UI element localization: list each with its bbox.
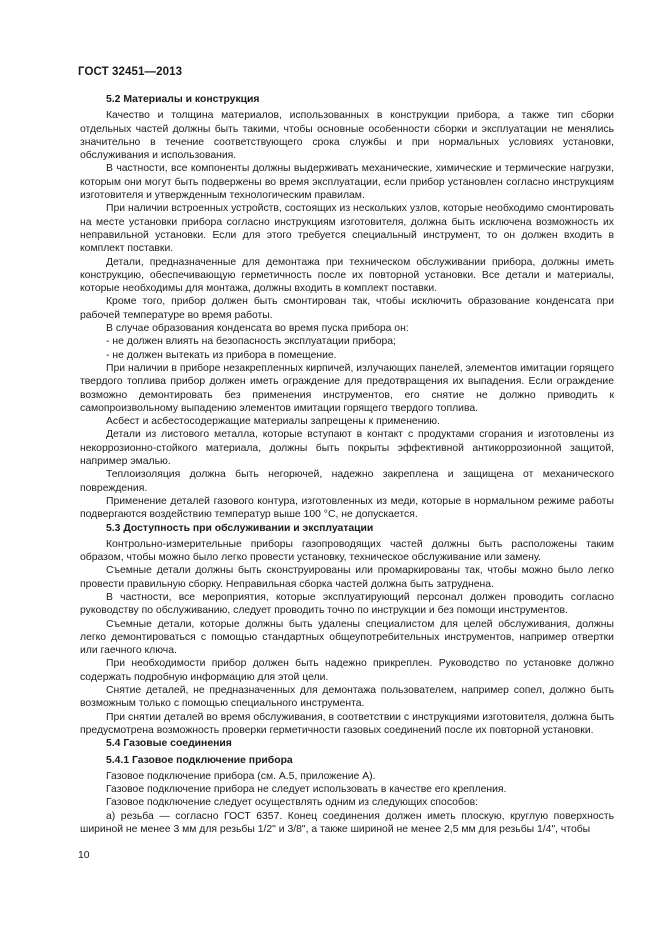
document-body bbox=[80, 93, 614, 836]
list-item: - не должен влиять на безопасность эксплуатации прибора; bbox=[106, 336, 396, 348]
paragraph: Применение деталей газового контура, изготовленных из меди, которые в нормальном режиме работы подвергаются воздействию температур выше 100 °С, не допускается. bbox=[80, 495, 614, 521]
list-item: - не должен вытекать из прибора в помещение. bbox=[106, 349, 337, 361]
page-number: 10 bbox=[78, 850, 90, 861]
paragraph: Газовое подключение прибора не следует использовать в качестве его крепления. bbox=[106, 784, 507, 796]
paragraph: Съемные детали, которые должны быть удалены специалистом для целей обслуживания, должны легко демонтироваться с помощью стандартных общеупотребительных инструментов, например отвертки или гаечного ключа. bbox=[80, 618, 614, 657]
paragraph: Газовое подключение прибора (см. А.5, приложение А). bbox=[106, 770, 376, 782]
subsection-heading: 5.4.1 Газовое подключение прибора bbox=[106, 754, 293, 766]
paragraph: При наличии встроенных устройств, состоящих из нескольких узлов, которые необходимо смонтировать на месте установки прибора согласно инструкциям изготовителя, должна быть исключена возможность их неправильной установки. Если для этого требуется специальный инструмент, то он должен входить в комплект поставки. bbox=[80, 203, 614, 255]
page-header: ГОСТ 32451—2013 bbox=[78, 66, 183, 78]
section-heading: 5.4 Газовые соединения bbox=[106, 738, 232, 750]
paragraph: Детали, предназначенные для демонтажа при техническом обслуживании прибора, должны иметь конструкцию, обеспечивающую герметичность после их повторной установки. Все детали и материалы, которые необходимы для монтажа, должны входить в комплект поставки. bbox=[80, 256, 614, 295]
paragraph: В случае образования конденсата во время пуска прибора он: bbox=[106, 323, 409, 335]
paragraph: Снятие деталей, не предназначенных для демонтажа пользователем, например сопел, должно быть возможным только с помощью специального инструмента. bbox=[80, 685, 614, 710]
paragraph: При снятии деталей во время обслуживания, в соответствии с инструкциями изготовителя, должна быть предусмотрена возможность проверки герметичности газовых соединений после их повторной установки. bbox=[80, 711, 614, 736]
paragraph: Качество и толщина материалов, использованных в конструкции прибора, а также тип сборки отдельных частей должны быть такими, чтобы основные особенности сборки и эксплуатации не менялись значительно в течение соответствующего срока службы и при нормальных условиях установки, обслуживания и использования. bbox=[80, 110, 614, 162]
paragraph: а) резьба — согласно ГОСТ 6357. Конец соединения должен иметь плоскую, круглую поверхность шириной не менее 3 мм для резьбы 1/2" и 3/8", а также шириной не менее 2,5 мм для резьбы 1/4", чтобы bbox=[80, 810, 614, 836]
paragraph: При наличии в приборе незакрепленных кирпичей, излучающих панелей, элементов имитации горящего твердого топлива прибор должен иметь ограждение для предотвращения их выпадения. Если ограждение возможно демонтировать без применения инструментов, его снятие не должно приводить к самопроизвольному выпадению элементов имитации горящего твердого топлива. bbox=[80, 362, 614, 414]
paragraph: Контрольно-измерительные приборы газопроводящих частей должны быть расположены таким образом, чтобы можно было легко провести установку, техническое обслуживание или замену. bbox=[80, 538, 614, 564]
paragraph: Теплоизоляция должна быть негорючей, надежно закреплена и защищена от механического повреждения. bbox=[80, 469, 614, 494]
paragraph: Кроме того, прибор должен быть смонтирован так, чтобы исключить образование конденсата при рабочей температуре во время работы. bbox=[80, 296, 614, 321]
section-heading: 5.3 Доступность при обслуживании и эксплуатации bbox=[106, 522, 374, 534]
paragraph: Газовое подключение следует осуществлять одним из следующих способов: bbox=[106, 797, 479, 809]
paragraph: Съемные детали должны быть сконструированы или промаркированы так, чтобы можно было легко провести правильную сборку. Неправильная сборка частей должна быть затруднена. bbox=[80, 565, 614, 590]
section-heading: 5.2 Материалы и конструкция bbox=[106, 94, 260, 105]
paragraph: В частности, все мероприятия, которые эксплуатирующий персонал должен проводить согласно руководству по обслуживанию, следует проводить точно по инструкции и без помощи инструментов. bbox=[80, 591, 614, 617]
paragraph: При необходимости прибор должен быть надежно прикреплен. Руководство по установке должно содержать подробную информацию для этой цели. bbox=[80, 658, 614, 683]
paragraph: Детали из листового металла, которые вступают в контакт с продуктами сгорания и изготовлены из некоррозионно-стойкого материала, должны быть покрыты эффективной антикоррозионной защитой, например эмалью. bbox=[80, 429, 614, 468]
paragraph: В частности, все компоненты должны выдерживать механические, химические и термические нагрузки, которым они могут быть подвержены во время эксплуатации, если прибор установлен согласно инструкциям изготовителя и утвержденным технологическим правилам. bbox=[80, 163, 614, 202]
paragraph: Асбест и асбестосодержащие материалы запрещены к применению. bbox=[106, 416, 440, 428]
